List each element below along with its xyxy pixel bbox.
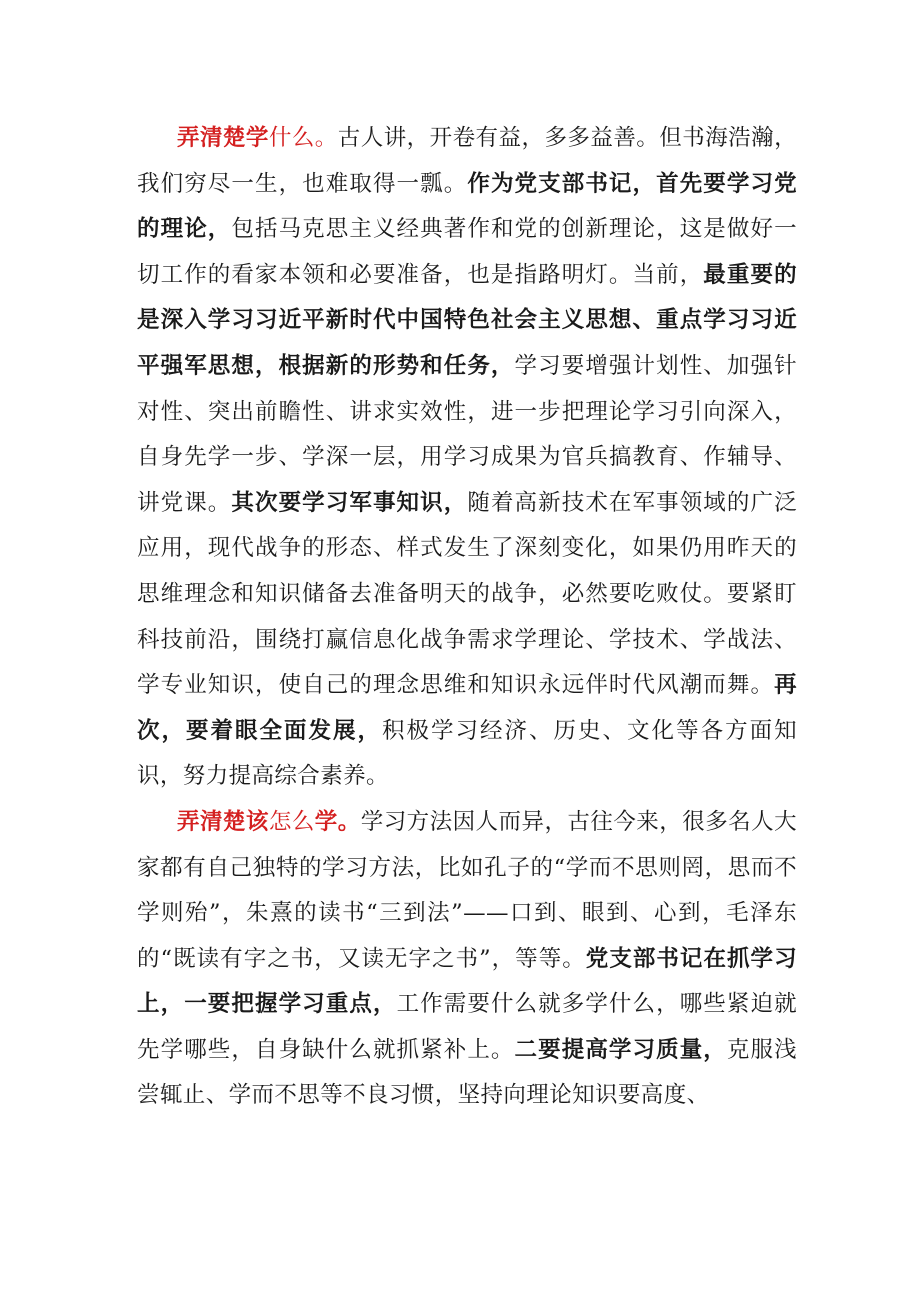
emphasis-text: 作为党支部书记，首先要学习党的理论， [137,170,797,243]
paragraph-what-to-learn [137,116,797,800]
heading-what-to-learn-lead: 弄清楚学 [177,125,269,151]
heading-how-to-learn-tail: 学。 [314,808,361,835]
heading-how-to-learn-lead: 弄清楚该 [177,808,269,835]
body-text: 工作需要什么就多学什么，哪些紧迫就先学哪些，自身缺什么就抓紧补上。 [137,991,797,1063]
emphasis-text: 再次，要着眼全面发展， [137,672,797,744]
emphasis-text: 最重要的是深入学习习近平新时代中国特色社会主义思想、重点学习习近平强军思想，根据新的形势和任务， [137,261,797,379]
body-text: 随着高新技术在军事领域的广泛应用，现代战争的形态、样式发生了深刻变化，如果仍用昨天的思维理念和知识储备去准备明天的战争，必然要吃败仗。要紧盯科技前沿，围绕打赢信息化战争需求学理论、学技术、学战法、学专业知识，使自己的理念思维和知识永远伴时代风潮而舞。 [137,489,797,699]
body-text: 包括马克思主义经典著作和党的创新理论，这是做好一切工作的看家本领和必要准备，也是指路明灯。当前， [137,216,797,288]
emphasis-text: 二要提高学习质量， [514,1036,727,1063]
document-page [137,116,797,1119]
body-text: 克服浅尝辄止、学而不思等不良习惯，坚持向理论知识要高度、 [137,1036,797,1109]
body-text: 古人讲，开卷有益，多多益善。但书海浩瀚，我们穷尽一生，也难取得一瓢。 [137,125,797,197]
emphasis-text: 其次要学习军事知识， [231,489,468,516]
heading-how-to-learn-mid: 怎么 [268,808,315,835]
body-text: 学习方法因人而异，古往今来，很多名人大家都有自己独特的学习方法，比如孔子的“学而不思则罔，思而不学则殆”，朱熹的读书“三到法”——口到、眼到、心到，毛泽东的“既读有字之书，又读无字之书”，等等。 [137,808,797,972]
body-text: 积极学习经济、历史、文化等各方面知识，努力提高综合素养。 [137,717,797,790]
paragraph-how-to-learn [137,800,797,1119]
body-text: 学习要增强计划性、加强针对性、突出前瞻性、讲求实效性，进一步把理论学习引向深入，自身先学一步、学深一层，用学习成果为官兵搞教育、作辅导、讲党课。 [137,352,797,516]
emphasis-text: 党支部书记在抓学习上，一要把握学习重点， [137,945,797,1018]
heading-what-to-learn-tail: 什么。 [268,125,338,151]
